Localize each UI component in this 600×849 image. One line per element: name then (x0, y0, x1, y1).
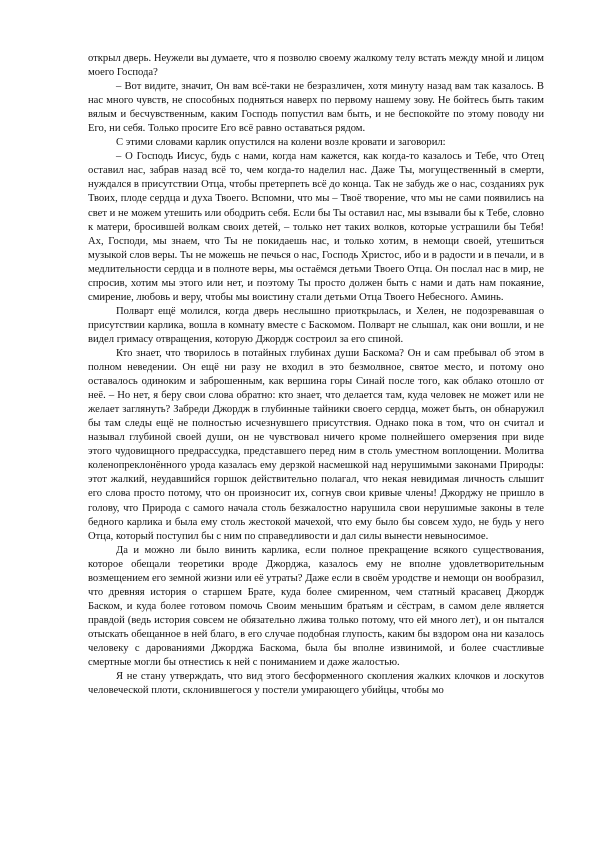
paragraph-bascom-soul: Кто знает, что творилось в потайных глубинах души Баскома? Он и сам пребывал об этом в полном неведении. Он ещё ни разу не входил в это безмолвное, святое место, и потому оно оставалось одиноким и заброшенным, как вершина горы Синай после того, как облако отошло от неё. – Но нет, я беру свои слова обратно: кто знает, что делается там, куда человек не может или не желает заглянуть? Забреди Джордж в глубинные тайники своего сердца, может быть, он обнаружил бы там следы ещё не полностью исчезнувшего присутствия. Однако пока в том, что он считал и называл глубиной своей души, он не чувствовал ничего кроме полнейшего омерзения при виде этого чудовищного предрассудка, представшего перед ним в столь уместном воплощении. Молитва коленопреклонённого урода казалась ему дерзкой насмешкой над нерушимыми законами Природы: этот жалкий, неудавшийся горшок действительно полагал, что некая невидимая личность слышит его слова просто потому, что он произносит их, согнув свои кривые члены! Джорджу не пришло в голову, что Природа с самого начала столь безжалостно нарушила свои нерушимые законы в теле бедного карлика и была ему столь жестокой мачехой, что ему было бы совсем худо, не будь у него Отца, который поступил бы с ним по справедливости и дал силы вынести невыносимое. (88, 347, 544, 542)
paragraph-continuation: открыл дверь. Неужели вы думаете, что я позволю своему жалкому телу встать между мной и лицом моего Господа? (88, 53, 544, 79)
paragraph-closing: Я не стану утверждать, что вид этого бесформенного скопления жалких клочков и лоскутов человеческой плоти, склонившегося у постели умирающего убийцы, чтобы мо (88, 671, 544, 697)
document-page (88, 52, 544, 698)
paragraph-dialogue-reply: – Вот видите, значит, Он вам всё-таки не безразличен, хотя минуту назад вам так казалось. В нас много чувств, не способных подняться наверх по первому нашему зову. Не бойтесь быть таким вялым и бесчувственным, каким Господь попустил вам быть, и не беспокойте по этому поводу ни Его, ни себя. Только просите Его всё равно оставаться рядом. (88, 81, 544, 135)
paragraph-prayer: – О Господь Иисус, будь с нами, когда нам кажется, как когда-то казалось и Тебе, что Отец оставил нас, забрав назад всё то, чем когда-то наделил нас. Даже Ты, могущественный в смерти, нуждался в присутствии Отца, чтобы претерпеть всё до конца. Так не забудь же о нас, созданиях рук Твоих, плоде сердца и духа Твоего. Вспомни, что мы – Твоё творение, что мы не сами появились на свет и не можем утешить или ободрить себя. Если бы Ты оставил нас, мы взывали бы к Тебе, словно к матери, бросившей волкам своих детей, – только нет таких волков, которые устрашили бы Тебя! Ах, Господи, мы знаем, что Ты не покидаешь нас, и только хотим, в немощи своей, утешиться музыкой слов веры. Ты не можешь не печься о нас, Господь Христос, ибо и в радости и в печали, и в медлительности сердца и в полноте веры, мы остаёмся детьми Твоего Отца. Он послал нас в мир, не спросив, хотим мы этого или нет, и поэтому Ты просто должен быть с нами и дать нам покаяние, смирение, любовь и веру, чтобы мы воистину стали детьми Отца Твоего Небесного. Аминь. (88, 151, 544, 303)
paragraph-kneeling: С этими словами карлик опустился на колени возле кровати и заговорил: (116, 137, 446, 149)
paragraph-blame-dwarf: Да и можно ли было винить карлика, если полное прекращение всякого существования, которое обещали теоретики вроде Джорджа, казалось ему не вполне удовлетворительным возмещением его земной жизни или её утраты? Даже если в своём уродстве и немощи он вообразил, что древняя история о старшем Брате, куда более смиренном, чем статный красавец Джордж Баском, и куда более готовом помочь Своим меньшим братьям и сёстрам, в самом деле является правдой (ведь история совсем не обязательно лжива только потому, что ей много лет), и он пытался отыскать обещанное в ней благо, в его случае подобная глупость, каким бы вздором она ни казалось человеку с дарованиями Джорджа Баскома, была бы вполне извинимой, и более счастливые смертные могли бы отнестись к ней с пониманием и даже жалостью. (88, 544, 544, 669)
paragraph-helen-enters: Полварт ещё молился, когда дверь неслышно приоткрылась, и Хелен, не подозревавшая о присутствии карлика, вошла в комнату вместе с Баскомом. Полварт не слышал, как они вошли, и не видел гримасу отвращения, которую Джордж состроил за его спиной. (88, 305, 544, 345)
